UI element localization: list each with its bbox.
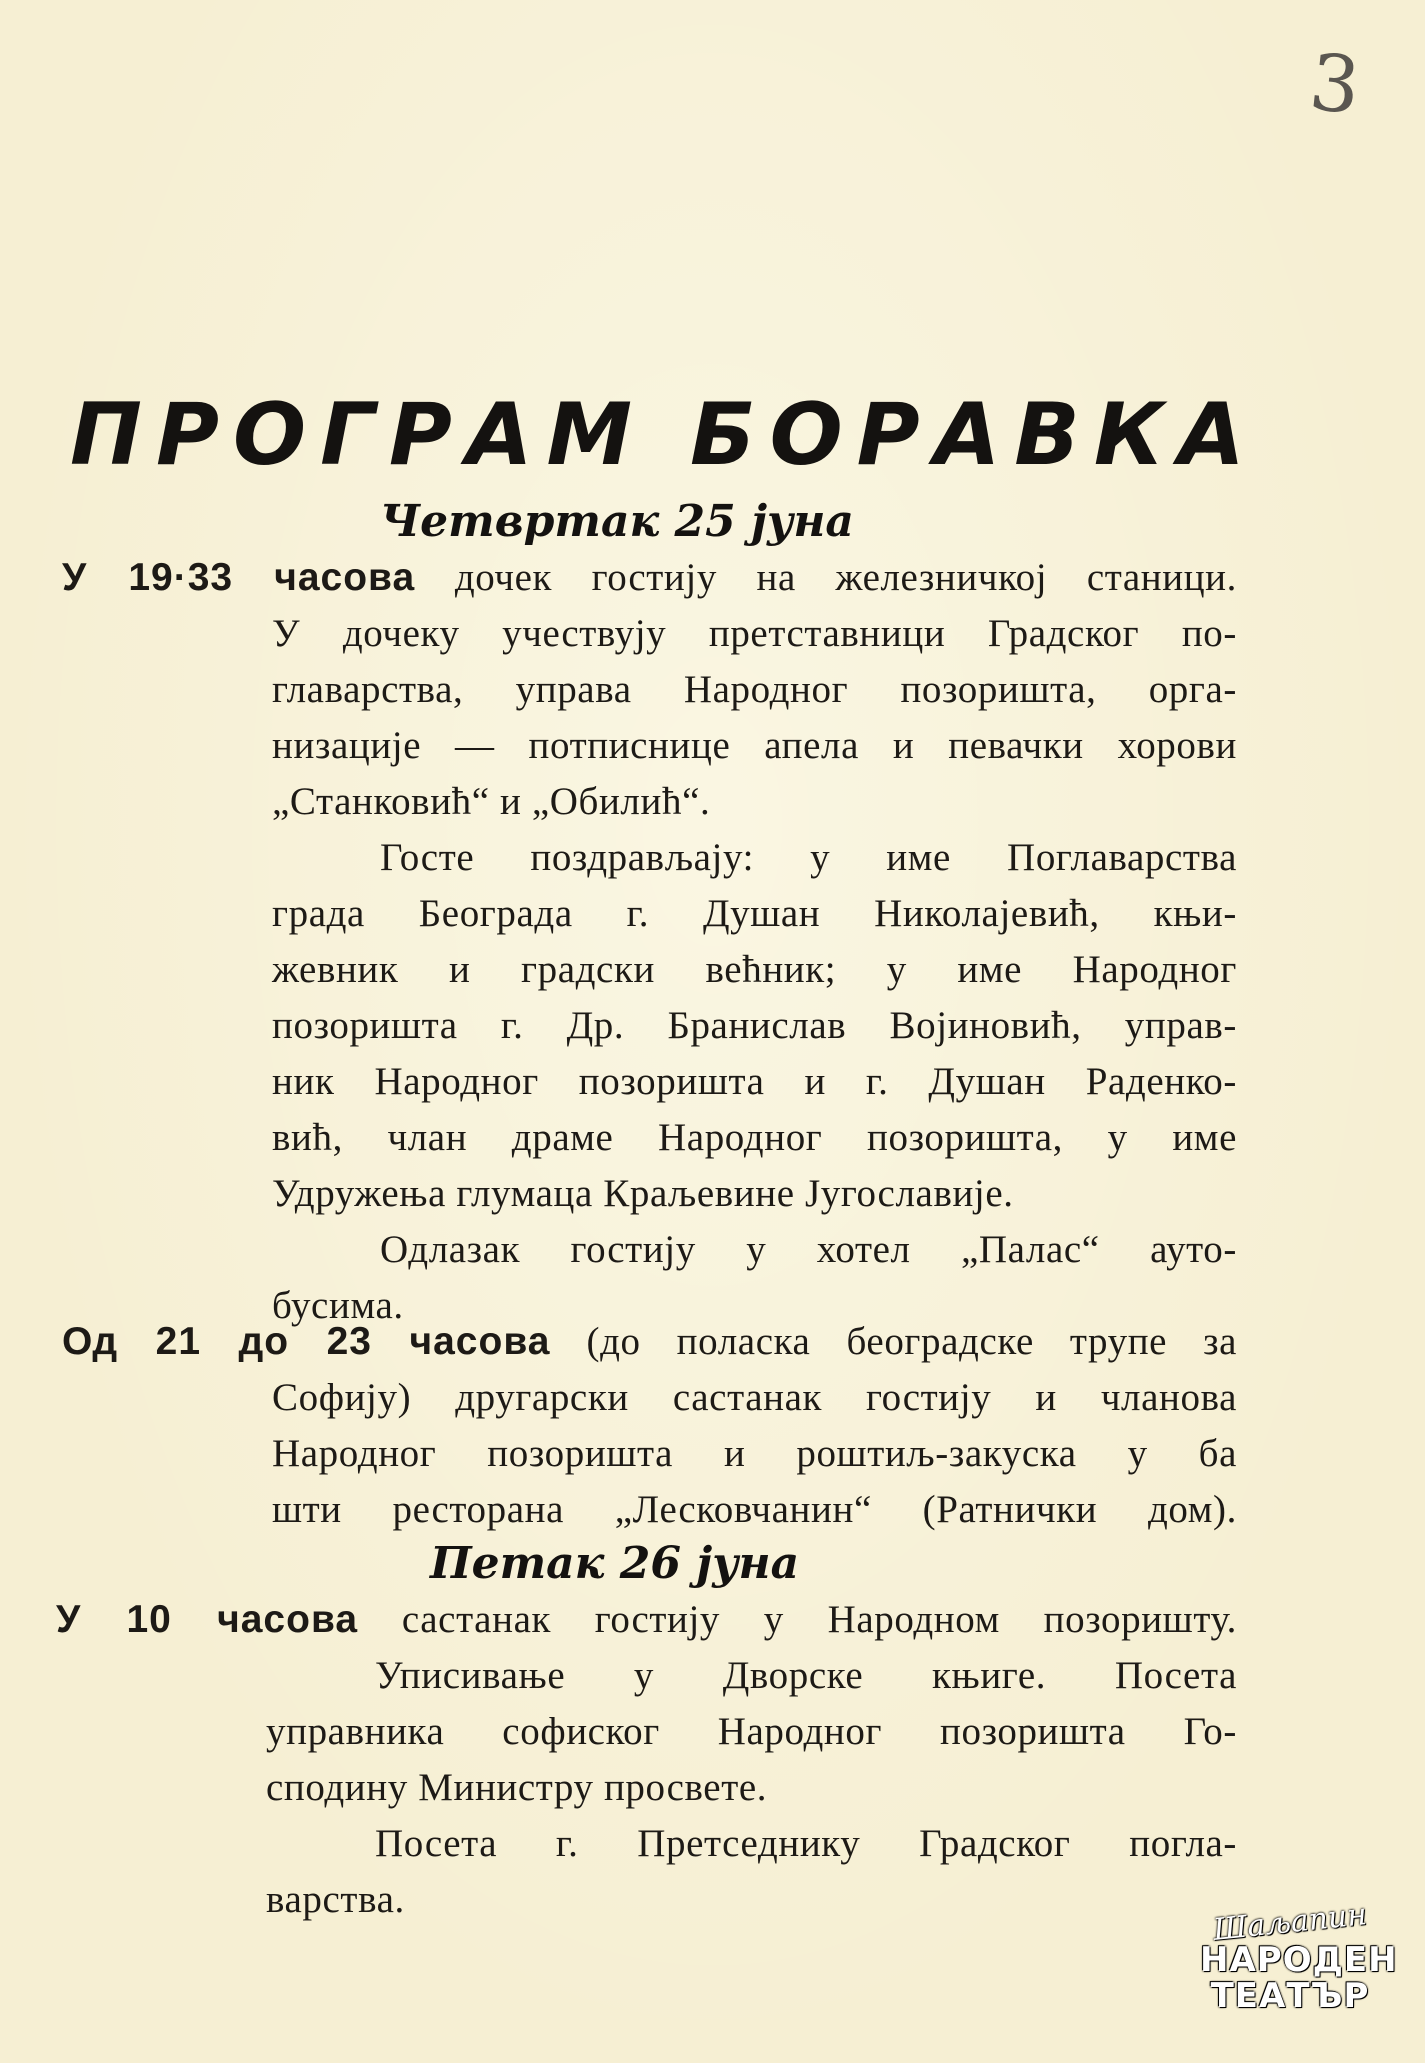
day1-entry1-para2-line: Удружења глумаца Краљевине Југославије. bbox=[272, 1172, 1014, 1215]
day1-entry1-para2-line: вић, члан драме Народног позоришта, у име bbox=[272, 1116, 1237, 1159]
day1-entry1-para2-line: жевник и градски већник; у име Народног bbox=[272, 948, 1237, 991]
day1-entry1-line: У дочеку учествују претставници Градског по- bbox=[272, 612, 1237, 655]
day1-entry1-time: У 19·33 часова bbox=[62, 556, 416, 599]
day2-heading: Петак 26 јуна bbox=[430, 1538, 800, 1589]
logo-signature: Шаљапин bbox=[1211, 1897, 1369, 1948]
logo-line1: НАРОДЕН bbox=[1200, 1940, 1398, 1980]
page-number: 3 bbox=[1305, 37, 1365, 133]
day1-entry1-line: главарства, управа Народног позоришта, орга- bbox=[272, 668, 1237, 711]
day2-entry1-para2-last: варства. bbox=[266, 1878, 405, 1921]
day1-entry1-para3-last: бусима. bbox=[272, 1284, 404, 1327]
logo-line2: ТЕАТЪР bbox=[1210, 1976, 1370, 2016]
day1-entry1-first-line bbox=[62, 556, 1237, 600]
day1-entry1-para2-line: позоришта г. Др. Бранислав Војиновић, управ- bbox=[272, 1004, 1237, 1047]
day1-entry1-para2-line: ник Народног позоришта и г. Душан Раденко- bbox=[272, 1060, 1237, 1103]
day2-entry1-para1-line: сподину Министру просвете. bbox=[266, 1766, 768, 1809]
program-title: ПРОГРАМ БОРАВКА bbox=[70, 385, 1259, 485]
day1-entry2-time: Од 21 до 23 часова bbox=[62, 1320, 551, 1363]
day1-entry2-line: шти ресторана „Лесковчанин“ (Ратнички дом). bbox=[272, 1488, 1237, 1531]
day1-entry2-first-line bbox=[62, 1320, 1237, 1364]
day1-entry2-line: Народног позоришта и роштиљ-закуска у ба bbox=[272, 1432, 1237, 1475]
day2-entry1-time: У 10 часова bbox=[56, 1598, 359, 1641]
day1-entry2-line: Софију) другарски састанак гостију и чланова bbox=[272, 1376, 1237, 1419]
day1-heading: Четвртак 25 јуна bbox=[380, 496, 854, 547]
day2-entry1-first-line bbox=[56, 1598, 1237, 1642]
day1-entry1-para2-first: Госте поздрављају: у име Поглаварства bbox=[380, 836, 1237, 879]
day1-entry1-line: „Станковић“ и „Обилић“. bbox=[272, 780, 711, 823]
theatre-logo bbox=[1200, 1897, 1398, 2035]
day2-entry1-para1-line: управника софиског Народног позоришта Го- bbox=[266, 1710, 1237, 1753]
day2-entry1-para2-first: Посета г. Претседнику Градског погла- bbox=[375, 1822, 1237, 1865]
day1-entry2-text: (до поласка београдске трупе за bbox=[586, 1320, 1238, 1363]
day1-entry1-line: низације — потписнице апела и певачки хорови bbox=[272, 724, 1237, 767]
day2-entry1-para1-first: Уписивање у Дворске књиге. Посета bbox=[375, 1654, 1237, 1697]
day1-entry1-text: дочек гостију на железничкој станици. bbox=[454, 556, 1237, 599]
day1-entry1-para2-line: града Београда г. Душан Николајевић, књи- bbox=[272, 892, 1237, 935]
day1-entry1-para3-first: Одлазак гостију у хотел „Палас“ ауто- bbox=[380, 1228, 1237, 1271]
day2-entry1-text: састанак гостију у Народном позоришту. bbox=[401, 1598, 1237, 1641]
